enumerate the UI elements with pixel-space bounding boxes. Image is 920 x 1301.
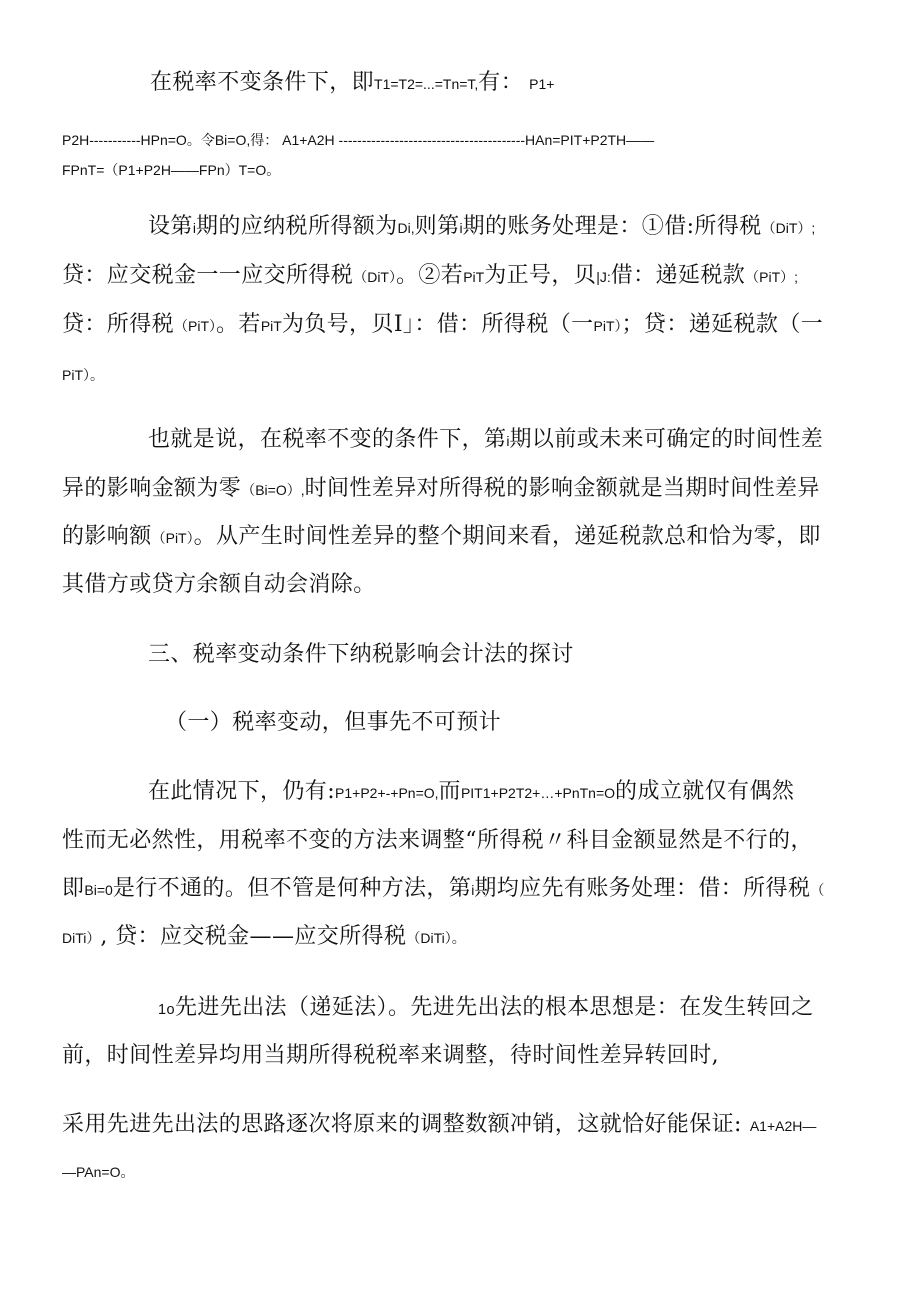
formula: （DiT）; — [761, 220, 816, 236]
text: 而 — [438, 779, 461, 804]
formula: Bi=0 — [84, 882, 113, 898]
formula: Di, — [397, 220, 415, 236]
formula: DiTi） — [62, 930, 101, 946]
para4-line3 — [62, 874, 824, 905]
text: ；贷：递延税款（一 — [621, 312, 824, 337]
para1-line1 — [150, 68, 554, 99]
formula: i — [506, 433, 510, 449]
formula: i — [459, 220, 463, 236]
text: 借：递延税款 — [610, 263, 746, 288]
formula: PiT） — [593, 318, 622, 334]
text: 为正号，贝 — [484, 263, 597, 288]
para2-line1 — [148, 212, 815, 243]
formula: （PiT） — [151, 530, 194, 546]
list-number: 1o — [158, 1002, 175, 1018]
formula: P1+ — [529, 76, 555, 92]
formula: T1=T2=...=Tn=T, — [374, 76, 479, 92]
para4-line4 — [62, 922, 466, 953]
para3-line4: 其借方或贷方余额自动会消除。 — [62, 572, 376, 597]
text: 的影响额 — [62, 524, 152, 549]
formula: （ — [810, 882, 825, 898]
text: 。②若 — [395, 263, 464, 288]
formula: （PiT）; — [745, 269, 799, 285]
text: 期均应先有账务处理：借：所得税 — [474, 876, 811, 901]
formula: PIT1+P2T2+…+PnTn=O — [460, 785, 616, 801]
text: 设第 — [148, 214, 193, 239]
formula: PiT — [260, 318, 282, 334]
formula: A1+A2H— — [749, 1118, 817, 1134]
para5-line2: 前，时间性差异均用当期所得税税率来调整，待时间性差异转回时, — [62, 1043, 719, 1068]
text: 期的应纳税所得额为 — [195, 214, 398, 239]
text: 是行不通的。但不管是何种方法，第 — [112, 876, 472, 901]
formula: i — [192, 220, 196, 236]
text: 则第 — [414, 214, 460, 239]
subsection-heading: （一）税率变动，但事先不可预计 — [165, 710, 502, 735]
text: , 贷：应交税金——应交所得税 — [100, 924, 407, 949]
formula: （Bi=O）, — [241, 482, 305, 498]
section-heading: 三、税率变动条件下纳税影响会计法的探讨 — [148, 642, 574, 667]
para2-line4: PiT）。 — [62, 367, 104, 383]
formula: i — [471, 882, 475, 898]
text: 也就是说，在税率不变的条件下，第 — [148, 427, 507, 452]
formula: （DiT） — [353, 269, 396, 285]
formula: |J: — [596, 269, 611, 285]
text: 先进先出法（递延法）。先进先出法的根本思想是：在发生转回之 — [174, 995, 814, 1020]
text: 即 — [62, 876, 85, 901]
para2-line3 — [62, 310, 823, 341]
para2-line2 — [62, 261, 798, 292]
formula: P1+P2+-+Pn=O, — [335, 785, 439, 801]
text: 。从产生时间性差异的整个期间来看，递延税款总和恰为零，即 — [193, 524, 821, 549]
para5-line3 — [62, 1110, 816, 1141]
para4-line2: 性而无必然性，用税率不变的方法来调整“所得税〃科目金额显然是不行的， — [62, 828, 813, 853]
text: 采用先进先出法的思路逐次将原来的调整数额冲销，这就恰好能保证: — [62, 1112, 742, 1137]
text: 期的账务处理是：①借:所得税 — [462, 214, 762, 239]
para3-line1 — [148, 425, 823, 456]
text: 时间性差异对所得税的影响金额就是当期时间性差异 — [304, 476, 820, 501]
para1-line2: P2H-----------HPn=O。令Bi=O,得： A1+A2H ----------------------------------------HAn=PIT+P2TH—— — [62, 132, 655, 148]
formula: PiT — [463, 269, 485, 285]
text: 为负号，贝I」：借：所得税（一 — [281, 312, 594, 337]
para4-line1 — [148, 777, 794, 808]
para5-line1 — [158, 993, 814, 1025]
text: 有： — [478, 70, 524, 95]
para5-line4: —PAn=O。 — [62, 1164, 135, 1180]
text: 在此情况下，仍有: — [148, 779, 336, 804]
text: 贷：应交税金一一应交所得税 — [62, 263, 354, 288]
text: 的成立就仅有偶然 — [615, 779, 795, 804]
para3-line2 — [62, 474, 820, 505]
formula: （DiTi）。 — [406, 930, 466, 946]
para3-line3 — [62, 522, 821, 553]
formula: （PiT） — [174, 318, 217, 334]
text: 。若 — [216, 312, 261, 337]
para1-line3: FPnT=（P1+P2H——FPn）T=O。 — [62, 162, 281, 178]
text: 贷：所得税 — [62, 312, 175, 337]
text: 异的影响金额为零 — [62, 476, 242, 501]
text: 在税率不变条件下，即 — [150, 70, 375, 95]
text: 期以前或未来可确定的时间性差 — [509, 427, 824, 452]
